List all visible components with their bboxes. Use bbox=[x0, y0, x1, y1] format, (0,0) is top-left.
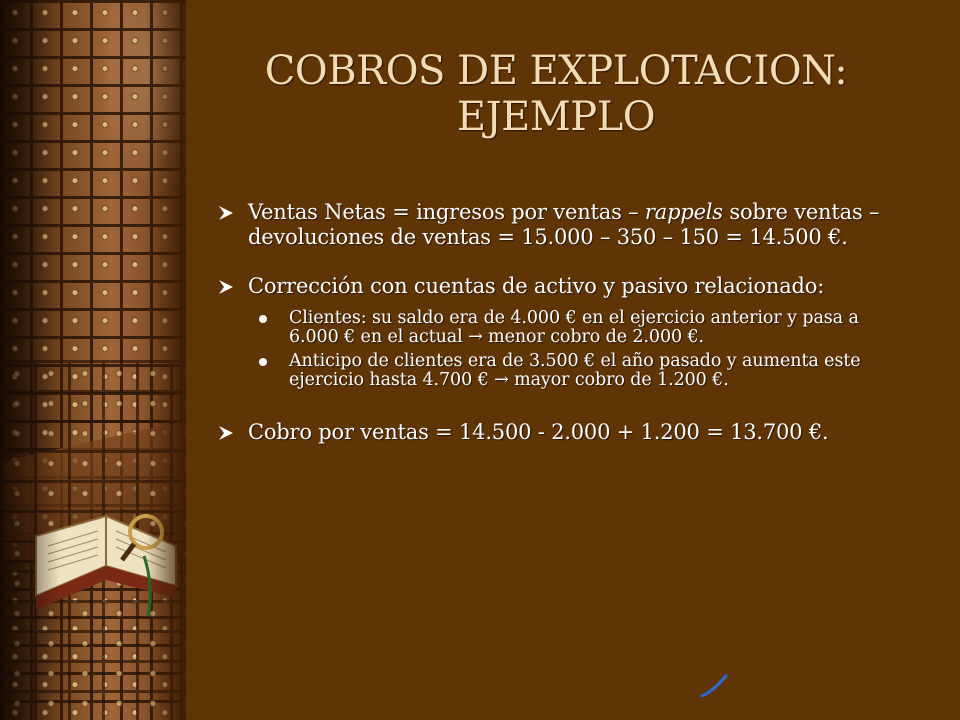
round-dot-icon bbox=[259, 358, 267, 366]
sub-bullet-list bbox=[259, 309, 913, 390]
photo-shade-left bbox=[0, 0, 60, 720]
drawers-photo bbox=[0, 0, 186, 720]
bullet-text: Ventas Netas = ingresos por ventas – bbox=[248, 200, 645, 224]
slide-title-line-1: COBROS DE EXPLOTACION: bbox=[264, 48, 848, 94]
decorative-stroke-icon bbox=[700, 674, 728, 698]
sub-bullet-anticipo bbox=[259, 352, 913, 390]
bullet-text: Cobro por ventas = 14.500 - 2.000 + 1.200 = 13.700 €. bbox=[248, 420, 829, 444]
bullet-text-italic: rappels bbox=[644, 200, 723, 224]
round-dot-icon bbox=[259, 315, 267, 323]
arrowhead-bullet-icon bbox=[217, 425, 235, 441]
sub-bullet-text: Anticipo de clientes era de 3.500 € el año pasado y aumenta este ejercicio hasta 4.700 € → mayor cobro de 1.200 €. bbox=[289, 351, 861, 390]
arrowhead-bullet-icon bbox=[217, 205, 235, 221]
sub-bullet-text: Clientes: su saldo era de 4.000 € en el ejercicio anterior y pasa a 6.000 € en el actual → menor cobro de 2.000 €. bbox=[289, 308, 859, 347]
slide-title bbox=[186, 48, 926, 140]
arrowhead-bullet-icon bbox=[217, 279, 235, 295]
bullet-text: Corrección con cuentas de activo y pasivo relacionado: bbox=[248, 274, 825, 298]
photo-shade-right bbox=[146, 0, 186, 720]
bullet-ventas-netas bbox=[213, 200, 913, 250]
bullet-text: sobre ventas – devoluciones de ventas = 15.000 – 350 – 150 = 14.500 €. bbox=[248, 200, 880, 249]
sub-bullet-clientes bbox=[259, 309, 913, 347]
slide-title-line-2: EJEMPLO bbox=[456, 94, 656, 140]
slide-content bbox=[213, 200, 913, 445]
bullet-correccion bbox=[213, 274, 913, 299]
bullet-cobro-por-ventas bbox=[213, 420, 913, 445]
